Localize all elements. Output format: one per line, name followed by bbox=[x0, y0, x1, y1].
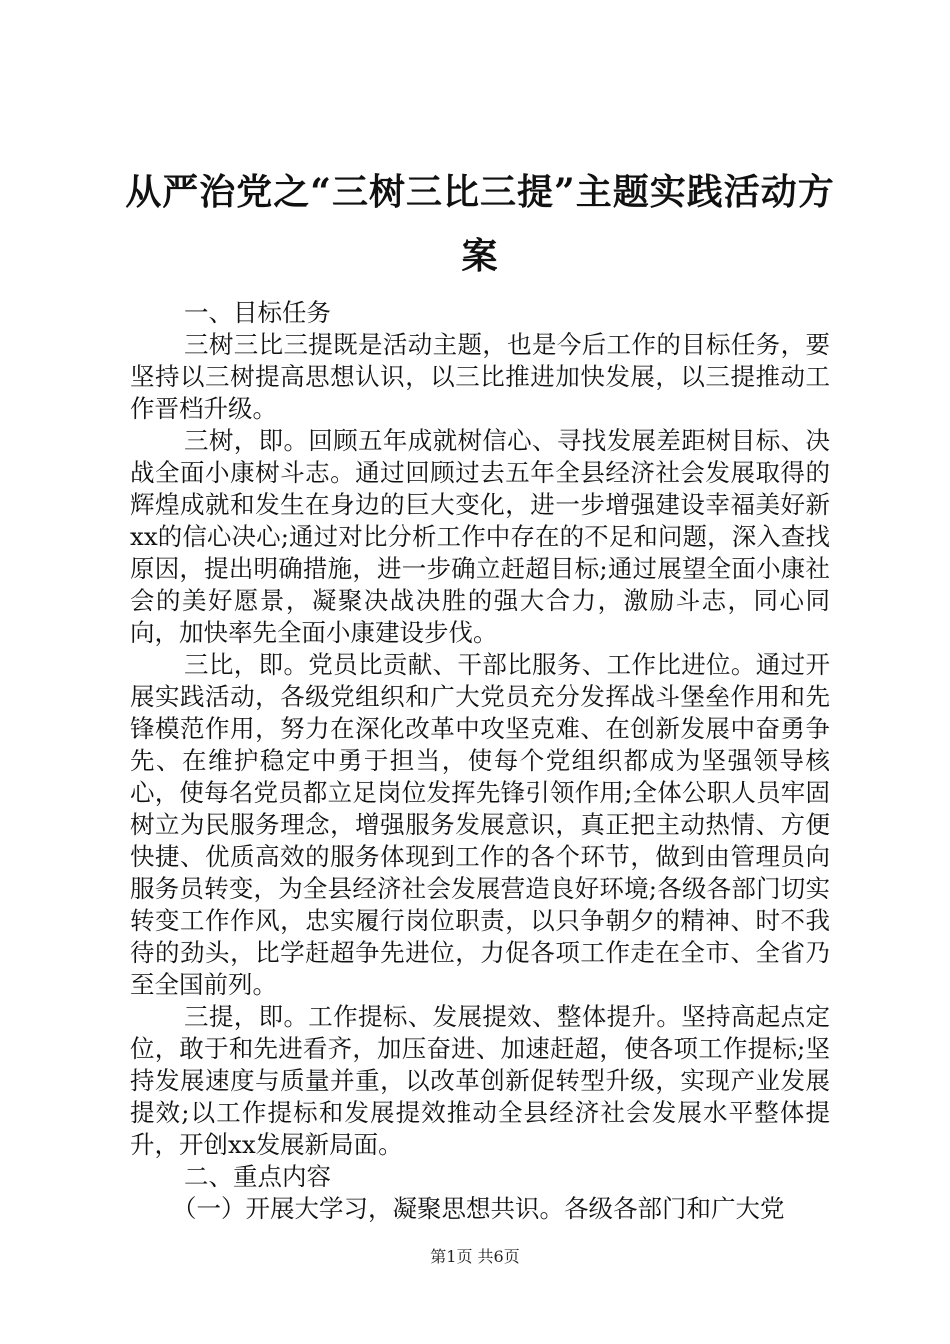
body-paragraph: 三树三比三提既是活动主题，也是今后工作的目标任务，要坚持以三树提高思想认识，以三比推进加快发展，以三提推动工作晋档升级。 bbox=[130, 330, 830, 423]
body-paragraph: 三树，即。回顾五年成就树信心、寻找发展差距树目标、决战全面小康树斗志。通过回顾过去五年全县经济社会发展取得的辉煌成就和发生在身边的巨大变化，进一步增强建设幸福美好新xx的信心决心;通过对比分析工作中存在的不足和问题，深入查找原因，提出明确措施，进一步确立赶超目标;通过展望全面小康社会的美好愿景，凝聚决战决胜的强大合力，激励斗志，同心同向，加快率先全面小康建设步伐。 bbox=[130, 426, 830, 647]
section-heading: 一、目标任务 bbox=[184, 298, 331, 327]
subsection-paragraph: （一）开展大学习，凝聚思想共识。各级各部门和广大党 bbox=[172, 1194, 785, 1223]
body-paragraph: 三比，即。党员比贡献、干部比服务、工作比进位。通过开展实践活动，各级党组织和广大党员充分发挥战斗堡垒作用和先锋模范作用，努力在深化改革中攻坚克难、在创新发展中奋勇争先、在维护稳定中勇于担当，使每个党组织都成为坚强领导核心，使每名党员都立足岗位发挥先锋引领作用;全体公职人员牢固树立为民服务理念，增强服务发展意识，真正把主动热情、方便快捷、优质高效的服务体现到工作的各个环节，做到由管理员向服务员转变，为全县经济社会发展营造良好环境;各级各部门切实转变工作作风，忠实履行岗位职责，以只争朝夕的精神、时不我待的劲头，比学赶超争先进位，力促各项工作走在全市、全省乃至全国前列。 bbox=[130, 650, 830, 999]
page-footer: 第1页 共6页 bbox=[430, 1247, 520, 1266]
document-title: 从严治党之“三树三比三提”主题实践活动方案 bbox=[125, 171, 835, 277]
body-paragraph: 三提，即。工作提标、发展提效、整体提升。坚持高起点定位，敢于和先进看齐，加压奋进、加速赶超，使各项工作提标;坚持发展速度与质量并重，以改革创新促转型升级，实现产业发展提效;以工作提标和发展提效推动全县经济社会发展水平整体提升，开创xx发展新局面。 bbox=[130, 1002, 830, 1159]
document-body bbox=[130, 297, 830, 1225]
section-heading: 二、重点内容 bbox=[184, 1162, 331, 1191]
